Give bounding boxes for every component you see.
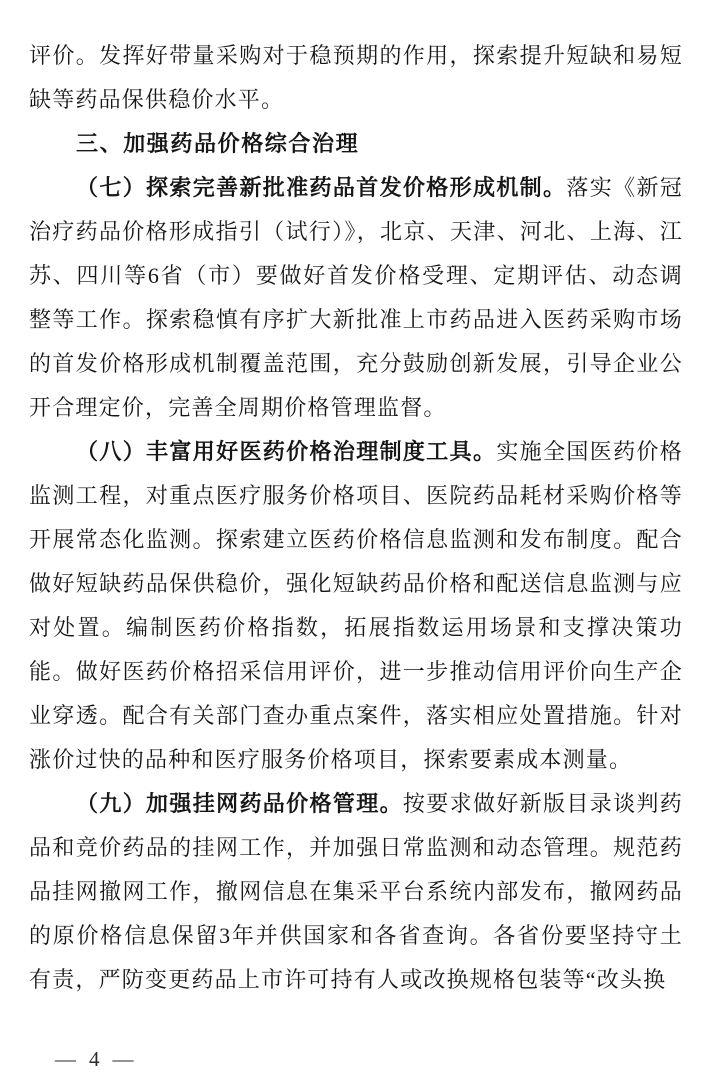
footer-dash-left: — [55,1047,76,1071]
body-paragraph: （九）加强挂网药品价格管理。按要求做好新版目录谈判药品和竞价药品的挂网工作，并加强日常监测和动态管理。规范药品挂网撤网工作，撤网信息在集采平台系统内部发布，撤网药品的原价格信息保留3年并供国家和各省查询。各省份要坚持守土有责，严防变更药品上市许可持有人或改换规格包装等“改头换 [29,791,683,992]
document-content [29,34,683,1002]
body-paragraph: 评价。发挥好带量采购对于稳预期的作用，探索提升短缺和易短缺等药品保供稳价水平。 [29,43,683,112]
page-footer [55,1046,134,1072]
paragraph-lead: （七）探索完善新批准药品首发价格形成机制。 [76,175,567,200]
footer-dash-right: — [112,1047,134,1071]
paragraph-lead: （八）丰富用好医药价格治理制度工具。 [76,439,497,464]
paragraph-lead: （九）加强挂网药品价格管理。 [76,791,403,816]
body-paragraph: （七）探索完善新批准药品首发价格形成机制。落实《新冠治疗药品价格形成指引（试行）》，北京、天津、河北、上海、江苏、四川等6省（市）要做好首发价格受理、定期评估、动态调整等工作。探索稳慎有序扩大新批准上市药品进入医药采购市场的首发价格形成机制覆盖范围，充分鼓励创新发展，引导企业公开合理定价，完善全周期价格管理监督。 [29,175,683,420]
section-heading: 三、加强药品价格综合治理 [76,131,360,156]
body-paragraph: （八）丰富用好医药价格治理制度工具。实施全国医药价格监测工程，对重点医疗服务价格项目、医院药品耗材采购价格等开展常态化监测。探索建立医药价格信息监测和发布制度。配合做好短缺药品保供稳价，强化短缺药品价格和配送信息监测与应对处置。编制医药价格指数，拓展指数运用场景和支撑决策功能。做好医药价格招采信用评价，进一步推动信用评价向生产企业穿透。配合有关部门查办重点案件，落实相应处置措施。针对涨价过快的品种和医疗服务价格项目，探索要素成本测量。 [29,439,683,772]
page-number: 4 [89,1047,100,1071]
